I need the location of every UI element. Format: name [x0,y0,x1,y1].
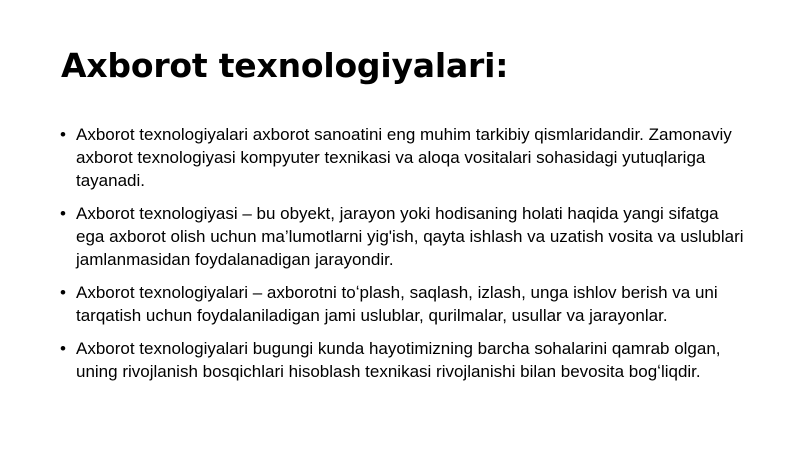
slide-title: Axborot texnologiyalari: [61,46,509,85]
bullet-text: Axborot texnologiyasi – bu obyekt, jarayon yoki hodisaning holati haqida yangi sifatga ega axborot olish uchun ma’lumotlarni yig'ish, qayta ishlash va uzatish vosita va uslublari jamlanmasidan foydalanadigan jarayondir. [76,204,744,269]
bullet-list [60,123,750,393]
bullet-item [60,202,750,271]
bullet-dot-icon: • [60,125,66,144]
bullet-text: Axborot texnologiyalari – axborotni toʻplash, saqlash, izlash, unga ishlov berish va uni tarqatish uchun foydalaniladigan jami uslublar, qurilmalar, usullar va jarayonlar. [76,283,718,325]
bullet-item [60,281,750,327]
bullet-dot-icon: • [60,339,66,358]
bullet-item [60,337,750,383]
bullet-item [60,123,750,192]
bullet-text: Axborot texnologiyalari bugungi kunda hayotimizning barcha sohalarini qamrab olgan, uning rivojlanish bosqichlari hisoblash texnikasi rivojlanishi bilan bevosita bogʻliqdir. [76,339,721,381]
bullet-text: Axborot texnologiyalari axborot sanoatini eng muhim tarkibiy qismlaridandir. Zamonaviy axborot texnologiyasi kompyuter texnikasi va aloqa vositalari sohasidagi yutuqlariga tayanadi. [76,125,732,190]
bullet-dot-icon: • [60,283,66,302]
bullet-dot-icon: • [60,204,66,223]
